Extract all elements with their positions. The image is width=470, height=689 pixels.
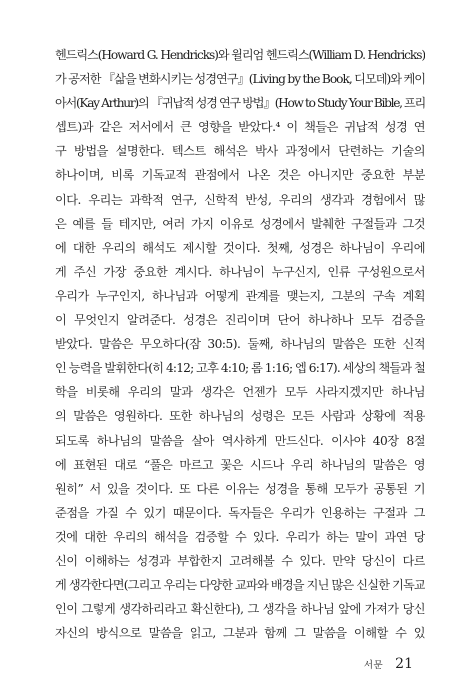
text-line: 자신의 방식으로 말씀을 읽고, 그분과 함께 그 말씀을 이해할 수 있: [55, 626, 425, 641]
text-line: 인이 그렇게 생각하리라고 확신한다), 그 생각을 하나님 앞에 가져가 당신: [55, 602, 425, 617]
text-line: 게 생각한다면(그리고 우리는 다양한 교파와 배경을 지닌 많은 신실한 기독교: [55, 578, 425, 593]
text-line: 인 능력을 발휘한다(히 4:12; 고후 4:10; 롬 1:16; 엡 6:17). 세상의 책들과 철: [55, 361, 425, 376]
text-line: 준점을 가질 수 있기 때문이다. 독자들은 우리가 인용하는 구절과 그: [55, 505, 425, 520]
text-line: 하나이며, 비록 기독교적 관점에서 나온 것은 아니지만 중요한 부분: [55, 168, 425, 183]
text-line: 우리가 누구인지, 하나님과 어떻게 관계를 맺는지, 그분의 구속 계획: [55, 288, 425, 303]
text-line: 이다. 우리는 과학적 연구, 신학적 반성, 우리의 생각과 경험에서 많: [55, 192, 425, 207]
text-line: 가 공저한 『삶을 변화시키는 성경연구』(Living by the Book, 디모데)와 케이: [55, 72, 425, 87]
text-line: 원히” 서 있을 것이다. 또 다른 이유는 성경을 통해 모두가 공통된 기: [55, 481, 425, 496]
text-line: 이 무엇인지 알려준다. 성경은 진리이며 단어 하나하나 모두 검증을: [55, 313, 425, 328]
text-line: 헨드릭스(Howard G. Hendricks)와 윌리엄 헨드릭스(William D. Hendricks): [55, 48, 425, 62]
text-line: 학을 비롯해 우리의 말과 생각은 언젠가 모두 사라지겠지만 하나님: [55, 385, 425, 400]
running-footer-section: 서문: [363, 660, 384, 671]
text-line: 구 방법을 설명한다. 텍스트 해석은 박사 과정에서 단련하는 기술의: [55, 144, 425, 159]
text-line: 은 예를 들 테지만, 여러 가지 이유로 성경에서 발췌한 구절들과 그것: [55, 216, 425, 231]
page-number: 21: [395, 656, 413, 672]
text-line: 되도록 하나님의 말씀을 살아 역사하게 만드신다. 이사야 40장 8절: [55, 433, 425, 448]
text-line: 신이 이해하는 성경과 부합한지 고려해볼 수 있다. 만약 당신이 다르: [55, 553, 425, 568]
body-text: [55, 43, 425, 645]
text-line: 게 주신 가장 중요한 계시다. 하나님이 누구신지, 인류 구성원으로서: [55, 264, 425, 279]
text-line: 의 말씀은 영원하다. 또한 하나님의 성령은 모든 사람과 상황에 적용: [55, 409, 425, 424]
text-line: 아서(Kay Arthur)의 『귀납적 성경 연구 방법』(How to Study Your Bible, 프리: [55, 96, 425, 111]
text-line: 에 표현된 대로 “풀은 마르고 꽃은 시드나 우리 하나님의 말씀은 영: [55, 457, 425, 472]
text-line: 것에 대한 우리의 해석을 검증할 수 있다. 우리가 하는 말이 과연 당: [55, 529, 425, 544]
page-footer: [364, 656, 413, 672]
text-line: 셉트)과 같은 저서에서 큰 영향을 받았다.⁴ 이 책들은 귀납적 성경 연: [55, 120, 425, 135]
text-line: 에 대한 우리의 해석도 제시할 것이다. 첫째, 성경은 하나님이 우리에: [55, 240, 425, 255]
text-line: 받았다. 말씀은 무오하다(잠 30:5). 둘째, 하나님의 말씀은 또한 신적: [55, 337, 425, 352]
